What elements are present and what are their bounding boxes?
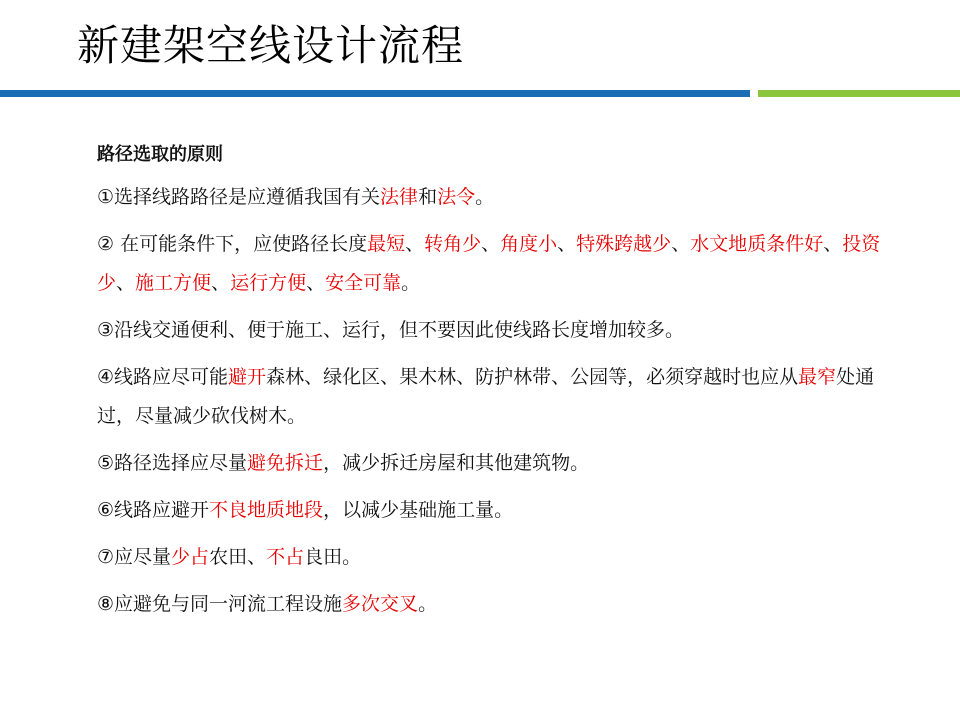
body-text: 、: [823, 233, 843, 255]
body-text: ⑤路径选择应尽量: [97, 452, 248, 474]
body-text: 、: [481, 233, 501, 255]
highlighted-text: 最短: [367, 233, 406, 255]
body-text: 、: [405, 233, 425, 255]
body-text: ⑥线路应避开: [97, 499, 210, 521]
highlighted-text: 投资少: [97, 233, 881, 294]
page-title: 新建架空线设计流程: [77, 21, 465, 70]
body-text: ①选择线路路径是应遵循我国有关: [97, 186, 381, 208]
body-text: 。: [475, 186, 495, 208]
body-text: ④线路应尽可能: [97, 366, 229, 388]
highlighted-text: 避免拆迁: [247, 452, 324, 474]
highlighted-text: 少占: [171, 546, 210, 568]
body-text: ⑦应尽量: [97, 546, 172, 568]
section-heading: 路径选取的原则: [97, 144, 223, 165]
highlighted-text: 角度小: [500, 233, 558, 255]
body-text: 、: [557, 233, 577, 255]
highlighted-text: 多次交叉: [342, 593, 419, 615]
principle-item: [97, 178, 897, 217]
content-area: [97, 138, 897, 632]
principle-item: [97, 585, 897, 624]
highlighted-text: 最窄: [798, 366, 837, 388]
body-text: 、: [211, 272, 231, 294]
body-text: 处通过，尽量减少砍伐树木。: [97, 366, 875, 427]
highlighted-text: 运行方便: [230, 272, 307, 294]
principle-item: [97, 358, 897, 436]
body-text: 农田、: [209, 546, 267, 568]
title-underline-blue: [0, 90, 750, 97]
body-text: 、: [671, 233, 691, 255]
body-text: 、: [116, 272, 136, 294]
highlighted-text: 安全可靠: [325, 272, 402, 294]
principle-item: [97, 538, 897, 577]
principle-item: [97, 444, 897, 483]
highlighted-text: 转角少: [424, 233, 482, 255]
body-text: ② 在可能条件下，应使路径长度: [97, 233, 368, 255]
body-text: 和: [418, 186, 438, 208]
title-underline-green: [758, 90, 960, 97]
body-text: ③沿线交通便利、便于施工、运行，但不要因此使线路长度增加较多。: [97, 319, 685, 341]
highlighted-text: 法律: [380, 186, 419, 208]
body-text: ⑧应避免与同一河流工程设施: [97, 593, 343, 615]
body-text: 。: [418, 593, 438, 615]
body-text: ，减少拆迁房屋和其他建筑物。: [323, 452, 590, 474]
highlighted-text: 施工方便: [135, 272, 212, 294]
principle-item: [97, 225, 897, 303]
highlighted-text: 不占: [266, 546, 305, 568]
highlighted-text: 避开: [228, 366, 267, 388]
highlighted-text: 法令: [437, 186, 476, 208]
highlighted-text: 不良地质地段: [209, 499, 324, 521]
body-text: 良田。: [304, 546, 362, 568]
principles-list: [97, 178, 897, 624]
body-text: ，以减少基础施工量。: [323, 499, 514, 521]
principle-item: [97, 491, 897, 530]
highlighted-text: 水文地质条件好: [690, 233, 824, 255]
highlighted-text: 特殊跨越少: [576, 233, 672, 255]
body-text: 森林、绿化区、果木林、防护林带、公园等，必须穿越时也应从: [266, 366, 799, 388]
body-text: 、: [306, 272, 326, 294]
principle-item: [97, 311, 897, 350]
body-text: 。: [401, 272, 421, 294]
